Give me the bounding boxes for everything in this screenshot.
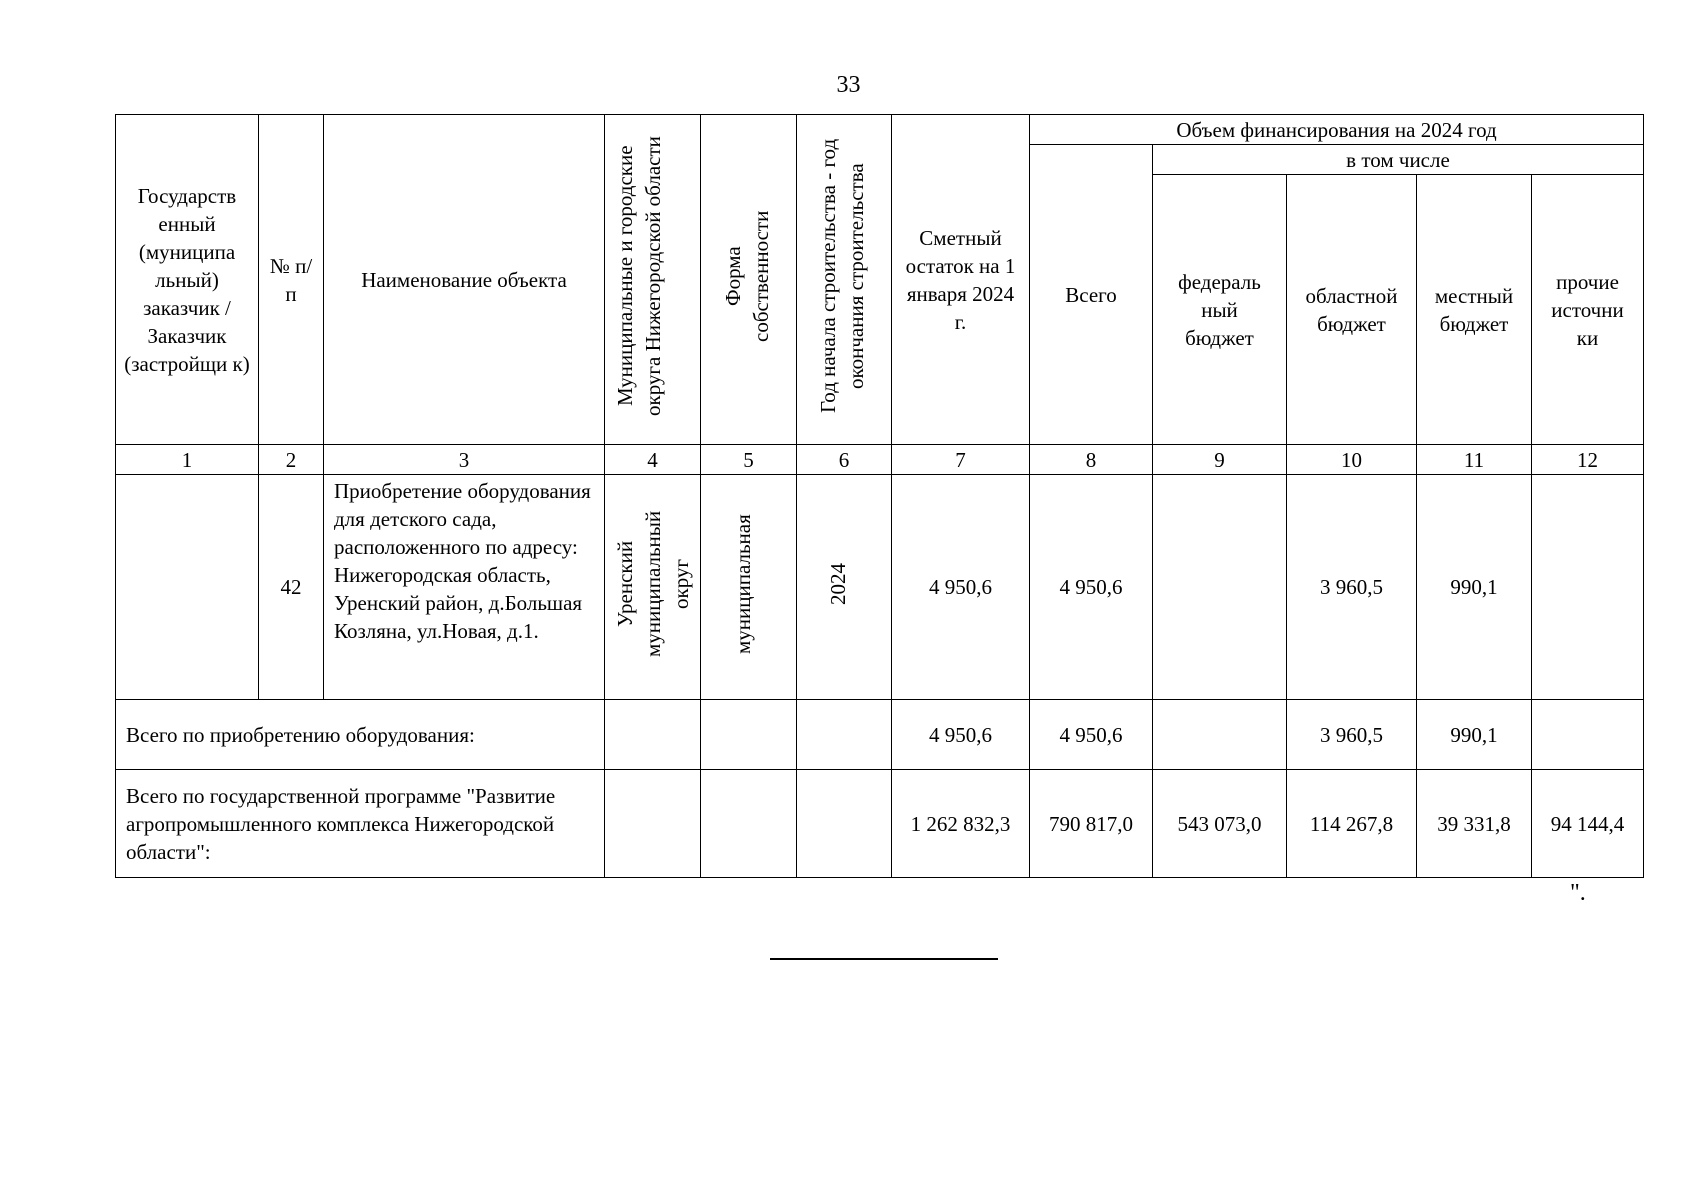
column-number: 1 — [116, 445, 259, 475]
row-municipality: Уренский муниципальный округ — [612, 510, 693, 657]
row-years: 2024 — [826, 562, 850, 605]
column-number: 6 — [797, 445, 892, 475]
row-num: 42 — [259, 475, 324, 700]
header-municipality-cell — [605, 115, 701, 445]
column-number: 12 — [1532, 445, 1644, 475]
column-number: 8 — [1030, 445, 1153, 475]
row-federal — [1153, 475, 1287, 700]
header-estimate: Сметный остаток на 1 января 2024 г. — [892, 115, 1030, 445]
grand-total-label: Всего по государственной программе "Развитие агропромышленного комплекса Нижегородской области": — [116, 770, 605, 878]
page-number: 33 — [836, 72, 861, 98]
grand-total-empty — [797, 770, 892, 878]
header-customer: Государств енный (муниципа льный) заказчик / Заказчик (застройщи к) — [116, 115, 259, 445]
header-ownership-cell — [701, 115, 797, 445]
header-federal: федераль ный бюджет — [1153, 175, 1287, 445]
row-municipality-cell — [605, 475, 701, 700]
header-including: в том числе — [1153, 145, 1644, 175]
header-ownership: Форма собственности — [720, 210, 773, 342]
subtotal-label: Всего по приобретению оборудования: — [116, 700, 605, 770]
header-total: Всего — [1030, 145, 1153, 445]
column-number: 5 — [701, 445, 797, 475]
row-local: 990,1 — [1417, 475, 1532, 700]
row-other — [1532, 475, 1644, 700]
header-municipality: Муниципальные и городские округа Нижегородской области — [612, 136, 665, 416]
table-row — [116, 475, 1644, 700]
row-estimate: 4 950,6 — [892, 475, 1030, 700]
row-years-cell — [797, 475, 892, 700]
grand-total-total: 790 817,0 — [1030, 770, 1153, 878]
header-row — [116, 115, 1644, 145]
subtotal-estimate: 4 950,6 — [892, 700, 1030, 770]
column-number: 9 — [1153, 445, 1287, 475]
grand-total-row — [116, 770, 1644, 878]
column-number: 2 — [259, 445, 324, 475]
subtotal-other — [1532, 700, 1644, 770]
grand-total-regional: 114 267,8 — [1287, 770, 1417, 878]
row-ownership: муниципальная — [730, 513, 755, 654]
subtotal-row — [116, 700, 1644, 770]
header-regional: областной бюджет — [1287, 175, 1417, 445]
header-object-name: Наименование объекта — [324, 115, 605, 445]
grand-total-local: 39 331,8 — [1417, 770, 1532, 878]
column-number: 10 — [1287, 445, 1417, 475]
column-number: 3 — [324, 445, 605, 475]
subtotal-regional: 3 960,5 — [1287, 700, 1417, 770]
column-numbers-row — [116, 445, 1644, 475]
subtotal-empty — [605, 700, 701, 770]
grand-total-other: 94 144,4 — [1532, 770, 1644, 878]
separator-line — [770, 958, 998, 960]
column-number: 11 — [1417, 445, 1532, 475]
header-funding-group: Объем финансирования на 2024 год — [1030, 115, 1644, 145]
row-total: 4 950,6 — [1030, 475, 1153, 700]
grand-total-empty — [701, 770, 797, 878]
closing-quote: ". — [1570, 880, 1586, 906]
row-regional: 3 960,5 — [1287, 475, 1417, 700]
row-customer — [116, 475, 259, 700]
financing-table — [115, 114, 1644, 878]
header-num: № п/п — [259, 115, 324, 445]
subtotal-local: 990,1 — [1417, 700, 1532, 770]
subtotal-federal — [1153, 700, 1287, 770]
header-years: Год начала строительства - год окончания строительства — [816, 138, 868, 414]
header-other: прочие источни ки — [1532, 175, 1644, 445]
subtotal-empty — [701, 700, 797, 770]
row-object-name: Приобретение оборудования для детского сада, расположенного по адресу: Нижегородская область, Уренский район, д.Большая Козляна, ул.Новая, д.1. — [324, 475, 605, 700]
row-ownership-cell — [701, 475, 797, 700]
column-number: 7 — [892, 445, 1030, 475]
grand-total-estimate: 1 262 832,3 — [892, 770, 1030, 878]
grand-total-empty — [605, 770, 701, 878]
header-local: местный бюджет — [1417, 175, 1532, 445]
header-years-cell — [797, 115, 892, 445]
grand-total-federal: 543 073,0 — [1153, 770, 1287, 878]
subtotal-empty — [797, 700, 892, 770]
column-number: 4 — [605, 445, 701, 475]
subtotal-total: 4 950,6 — [1030, 700, 1153, 770]
